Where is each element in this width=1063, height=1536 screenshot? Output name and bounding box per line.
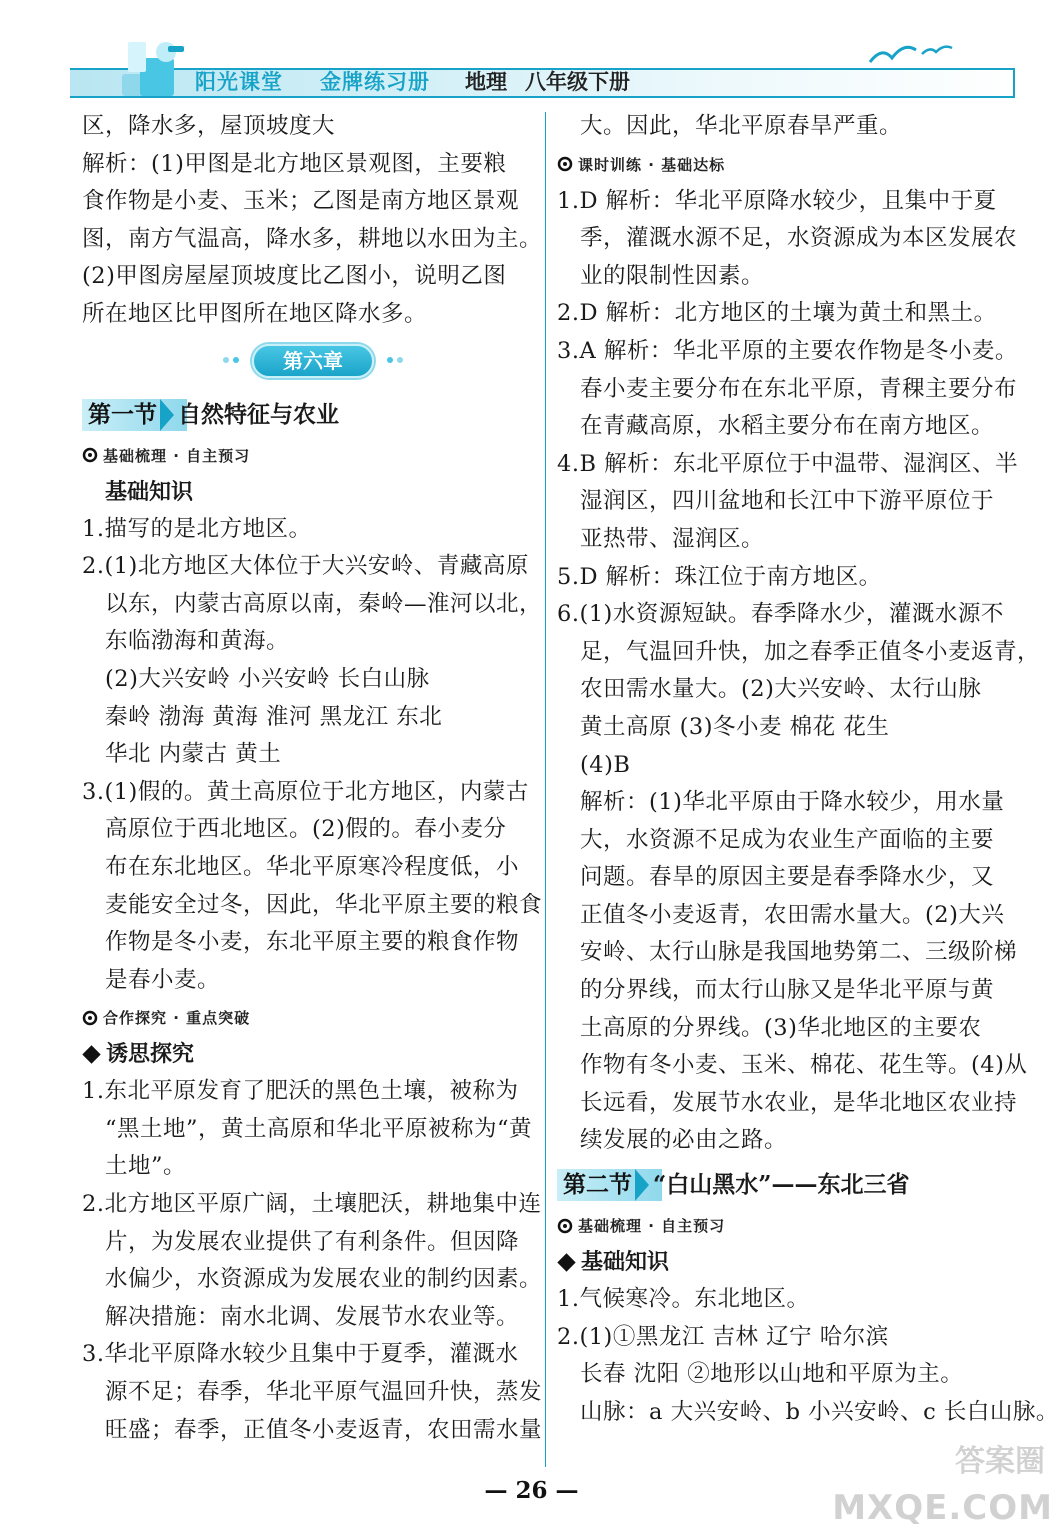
right-column: [557, 108, 1059, 1431]
answer-line: 在青藏高原，水稻主要分布在南方地区。: [580, 413, 995, 440]
answer-line: 大，水资源不足成为农业生产面临的主要: [580, 826, 995, 853]
book-stack-icon: [120, 34, 190, 98]
answer-line: 作物是冬小麦，东北平原主要的粮食作物: [105, 929, 520, 956]
gear-icon: [557, 156, 573, 172]
answer-line: 亚热带、湿润区。: [580, 525, 765, 552]
answer-line: 农田需水量大。(2)大兴安岭、太行山脉: [580, 676, 982, 703]
answer-line: 麦能安全过冬，因此，华北平原主要的粮食: [105, 891, 543, 918]
answer-line: 长春 沈阳 ②地形以山地和平原为主。: [580, 1361, 964, 1388]
intro-line: 解析：(1)甲图是北方地区景观图，主要粮: [82, 150, 507, 177]
answer-line: 2.(1)北方地区大体位于大兴安岭、青藏高原: [82, 553, 529, 580]
answer-line: 5.D 解析：珠江位于南方地区。: [557, 563, 882, 590]
basic-knowledge-title: 基础知识: [105, 478, 194, 505]
answer-line: 华北 内蒙古 黄土: [105, 741, 282, 768]
answer-line: 1.东北平原发育了肥沃的黑色土壤，被称为: [82, 1078, 519, 1105]
answer-line: (2)大兴安岭 小兴安岭 长白山脉: [105, 665, 430, 692]
column-divider: [545, 112, 546, 1467]
answer-line: “黑土地”，黄土高原和华北平原被称为“黄: [105, 1115, 533, 1142]
page-header: [70, 30, 1015, 102]
answer-line: 是春小麦。: [105, 966, 221, 993]
intro-line: (2)甲图房屋屋顶坡度比乙图小，说明乙图: [82, 263, 507, 290]
answer-line: 作物有冬小麦、玉米、棉花、花生等。(4)从: [580, 1052, 1028, 1079]
intro-line: 所在地区比甲图所在地区降水多。: [82, 300, 428, 327]
answer-line: 以东，内蒙古高原以南，秦岭—淮河以北，: [105, 590, 543, 617]
answer-line: 4.B 解析：东北平原位于中温带、湿润区、半: [557, 450, 1019, 477]
explore-title: 诱思探究: [82, 1036, 540, 1073]
section-title: 自然特征与农业: [178, 400, 339, 428]
chapter-title: 第六章: [252, 344, 374, 378]
header-brand: 阳光课堂: [195, 70, 283, 94]
answer-line: 的分界线，而太行山脉又是华北平原与黄: [580, 977, 995, 1004]
header-band-end: [1009, 68, 1015, 98]
answer-line: 2.北方地区平原广阔，土壤肥沃，耕地集中连: [82, 1191, 542, 1218]
chevron-right-icon: [160, 399, 174, 431]
answer-line: 春小麦主要分布在东北平原，青稞主要分布: [580, 375, 1018, 402]
answer-line: (4)B: [580, 751, 631, 778]
answer-line: 解析：(1)华北平原由于降水较少，用水量: [580, 789, 1005, 816]
basic-knowledge-title: 基础知识: [557, 1244, 1020, 1281]
birds-icon: [860, 32, 960, 72]
answer-line: 3.A 解析：华北平原的主要农作物是冬小麦。: [557, 337, 1018, 364]
header-workbook: 金牌练习册: [320, 70, 430, 94]
intro-line: 图，南方气温高，降水多，耕地以水田为主。: [82, 225, 543, 252]
basic-review-label: [82, 437, 540, 474]
answer-line: 布在东北地区。华北平原寒冷程度低，小: [105, 853, 520, 880]
answer-line: 2.D 解析：北方地区的土壤为黄土和黑土。: [557, 300, 997, 327]
answer-line: 3.华北平原降水较少且集中于夏季，灌溉水: [82, 1341, 519, 1368]
answer-line: 高原位于西北地区。(2)假的。春小麦分: [105, 816, 507, 843]
answer-line: 长远看，发展节水农业，是华北地区农业持: [580, 1089, 1018, 1116]
answer-line: 解决措施：南水北调、发展节水农业等。: [105, 1303, 520, 1330]
diamond-icon: [557, 1253, 575, 1271]
gear-icon: [557, 1218, 573, 1234]
intro-line: 食作物是小麦、玉米；乙图是南方地区景观: [82, 188, 520, 215]
practice-label: [557, 146, 1020, 183]
answer-line: 黄土高原 (3)冬小麦 棉花 花生: [580, 713, 890, 740]
answer-line: 足，气温回升快，加之春季正值冬小麦返青，: [580, 638, 1041, 665]
watermark-top: 答案圈: [955, 1444, 1045, 1479]
answer-line: 正值冬小麦返青，农田需水量大。(2)大兴: [580, 901, 1005, 928]
gear-icon: [82, 1010, 98, 1026]
page-number: — 26 —: [484, 1477, 579, 1504]
left-column: [82, 108, 543, 1449]
answer-line: 秦岭 渤海 黄海 淮河 黑龙江 东北: [105, 703, 443, 730]
answer-line: 片，为发展农业提供了有利条件。但因降: [105, 1228, 520, 1255]
label-text: 基础梳理 · 自主预习: [103, 446, 251, 465]
answer-line: 问题。春旱的原因主要是春季降水少，又: [580, 864, 995, 891]
label-text: 合作探究 · 重点突破: [103, 1009, 251, 1028]
label-text: 基础梳理 · 自主预习: [578, 1217, 726, 1236]
answer-line: 季，灌溉水源不足，水资源成为本区发展农: [580, 225, 1018, 252]
answer-line: 6.(1)水资源短缺。春季降水少，灌溉水源不: [557, 601, 1004, 628]
answer-line: 大。因此，华北平原春旱严重。: [580, 113, 903, 139]
section-heading: [82, 393, 540, 437]
answer-line: 土地”。: [105, 1153, 187, 1180]
label-text: 课时训练 · 基础达标: [578, 155, 726, 174]
answer-line: 1.D 解析：华北平原降水较少，且集中于夏: [557, 187, 997, 214]
gear-icon: [82, 447, 98, 463]
section-title: “白山黑水”——东北三省: [653, 1171, 910, 1199]
chapter-dots-left: [222, 356, 242, 364]
chapter-banner: [82, 334, 540, 390]
chevron-right-icon: [635, 1169, 649, 1201]
header-subject: 地理: [465, 70, 507, 94]
section-number: 第一节: [82, 399, 187, 431]
answer-line: 业的限制性因素。: [580, 262, 765, 289]
header-grade: 八年级下册: [525, 70, 630, 94]
coop-label: [82, 999, 540, 1036]
answer-line: 湿润区，四川盆地和长江中下游平原位于: [580, 488, 995, 515]
answer-line: 水偏少，水资源成为发展农业的制约因素。: [105, 1266, 543, 1293]
answer-line: 源不足；春季，华北平原气温回升快，蒸发: [105, 1379, 543, 1406]
answer-line: 1.描写的是北方地区。: [82, 515, 312, 542]
section-number: 第二节: [557, 1169, 662, 1201]
answer-line: 东临渤海和黄海。: [105, 628, 290, 655]
section-heading: [557, 1163, 1020, 1207]
answer-line: 续发展的必由之路。: [580, 1127, 788, 1154]
answer-line: 1.气候寒冷。东北地区。: [557, 1286, 810, 1313]
answer-line: 安岭、太行山脉是我国地势第二、三级阶梯: [580, 939, 1018, 966]
answer-line: 旺盛；春季，正值冬小麦返青，农田需水量: [105, 1416, 543, 1443]
answer-line: 土高原的分界线。(3)华北地区的主要农: [580, 1014, 982, 1041]
chapter-dots-right: [384, 356, 404, 364]
diamond-icon: [82, 1045, 100, 1063]
answer-line: 2.(1)①黑龙江 吉林 辽宁 哈尔滨: [557, 1323, 889, 1350]
watermark-bottom: MXQE.COM: [832, 1488, 1053, 1528]
intro-line: 区，降水多，屋顶坡度大: [82, 113, 336, 139]
answer-line: 山脉：a 大兴安岭、b 小兴安岭、c 长白山脉。: [580, 1398, 1059, 1425]
answer-line: 3.(1)假的。黄土高原位于北方地区，内蒙古: [82, 778, 529, 805]
basic-review-label: [557, 1207, 1020, 1244]
